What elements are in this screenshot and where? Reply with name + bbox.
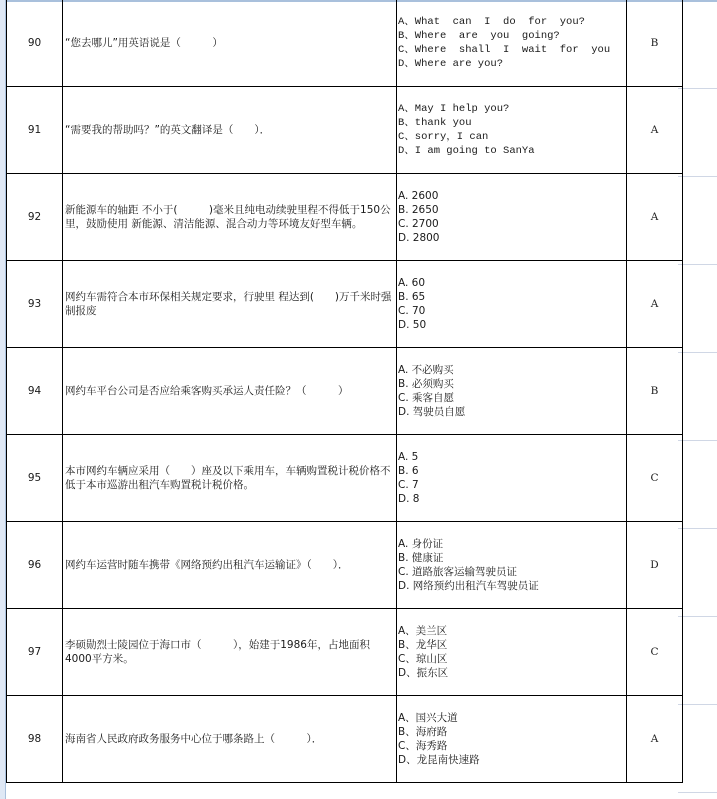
option-b: B. 必须购买 — [398, 378, 454, 390]
option-d: D. 网络预约出租汽车驾驶员证 — [398, 580, 539, 592]
option-c: C、海秀路 — [398, 740, 448, 752]
answer-value: A — [650, 124, 659, 136]
question-number-cell[interactable] — [7, 174, 63, 261]
option-c: C. 70 — [398, 305, 426, 317]
question-text: 海南省人民政府政务服务中心位于哪条路上（ ）． — [65, 733, 323, 745]
answer-cell[interactable] — [627, 609, 683, 696]
answer-value: C — [650, 472, 659, 484]
question-number: 95 — [27, 472, 42, 484]
option-d: D、振东区 — [398, 667, 449, 679]
gridline — [678, 792, 717, 793]
table-row — [7, 522, 683, 609]
option-a: A. 5 — [398, 451, 419, 463]
question-number: 96 — [27, 559, 42, 571]
answer-value: B — [650, 385, 659, 397]
answer-value: A — [650, 211, 659, 223]
option-d: D. 8 — [398, 493, 420, 505]
question-number-cell[interactable] — [7, 522, 63, 609]
question-text: “需要我的帮助吗？”的英文翻译是（ ）． — [65, 124, 271, 136]
question-number: 98 — [27, 733, 42, 745]
question-table — [6, 0, 683, 783]
option-a: A. 60 — [398, 277, 426, 289]
question-number-cell[interactable] — [7, 0, 63, 87]
question-text: 网约车需符合本市环保相关规定要求，行驶里 程达到( )万千米时强制报废 — [65, 291, 392, 317]
question-text-cell[interactable] — [63, 174, 397, 261]
option-c: C、sorry，I can — [398, 131, 489, 143]
option-a: A. 2600 — [398, 190, 439, 202]
option-c: C. 7 — [398, 479, 419, 491]
option-a: A、美兰区 — [398, 625, 448, 637]
option-c: C. 乘客自愿 — [398, 392, 455, 404]
question-number: 92 — [27, 211, 42, 223]
options-cell[interactable] — [397, 174, 627, 261]
option-b: B. 健康证 — [398, 552, 444, 564]
gridline — [678, 264, 717, 265]
option-d: D、龙昆南快速路 — [398, 754, 480, 766]
options-cell[interactable] — [397, 0, 627, 87]
question-text: 本市网约车辆应采用（ ）座及以下乘用车，车辆购置税计税价格不低于本市巡游出租汽车购置税计税价格。 — [65, 465, 391, 491]
option-c: C、Where shall I wait for you — [398, 44, 611, 56]
question-number: 91 — [27, 124, 42, 136]
option-a: A. 不必购买 — [398, 364, 454, 376]
answer-value: A — [650, 298, 659, 310]
answer-cell[interactable] — [627, 696, 683, 783]
option-d: D. 2800 — [398, 232, 440, 244]
table-row — [7, 174, 683, 261]
question-number: 97 — [27, 646, 42, 658]
option-a: A、May I help you? — [398, 103, 510, 115]
option-b: B. 2650 — [398, 204, 439, 216]
option-d: D. 50 — [398, 319, 427, 331]
options-cell[interactable] — [397, 348, 627, 435]
answer-value: C — [650, 646, 659, 658]
option-b: B. 6 — [398, 465, 419, 477]
option-b: B、海府路 — [398, 726, 448, 738]
answer-value: D — [650, 559, 659, 571]
table-row — [7, 435, 683, 522]
options-cell[interactable] — [397, 435, 627, 522]
options-cell[interactable] — [397, 522, 627, 609]
option-b: B、龙华区 — [398, 639, 448, 651]
option-a: A、国兴大道 — [398, 712, 458, 724]
question-text-cell[interactable] — [63, 435, 397, 522]
question-text-cell[interactable] — [63, 0, 397, 87]
option-a: A、What can I do for you? — [398, 16, 585, 28]
question-text: 网约车平台公司是否应给乘客购买承运人责任险？（ ） — [65, 385, 349, 397]
table-row — [7, 609, 683, 696]
option-c: C、琼山区 — [398, 653, 448, 665]
option-b: B、Where are you going? — [398, 30, 560, 42]
answer-cell[interactable] — [627, 348, 683, 435]
option-d: D. 驾驶员自愿 — [398, 406, 466, 418]
answer-cell[interactable] — [627, 174, 683, 261]
question-text-cell[interactable] — [63, 348, 397, 435]
gridline — [678, 440, 717, 441]
question-number-cell[interactable] — [7, 261, 63, 348]
question-number-cell[interactable] — [7, 435, 63, 522]
gridline — [678, 88, 717, 89]
options-cell[interactable] — [397, 609, 627, 696]
table-row — [7, 696, 683, 783]
question-number-cell[interactable] — [7, 609, 63, 696]
gridline — [678, 352, 717, 353]
option-c: C. 2700 — [398, 218, 439, 230]
question-text: “您去哪儿”用英语说是（ ） — [65, 37, 223, 49]
question-text-cell[interactable] — [63, 609, 397, 696]
table-row — [7, 87, 683, 174]
question-text-cell[interactable] — [63, 522, 397, 609]
question-text-cell[interactable] — [63, 696, 397, 783]
answer-cell[interactable] — [627, 0, 683, 87]
option-b: B. 65 — [398, 291, 426, 303]
option-a: A. 身份证 — [398, 538, 444, 550]
question-text: 李硕勋烈士陵园位于海口市（ ），始建于1986年，占地面积4000平方米。 — [65, 639, 370, 665]
option-c: C. 道路旅客运输驾驶员证 — [398, 566, 518, 578]
gridline — [678, 704, 717, 705]
question-text-cell[interactable] — [63, 87, 397, 174]
table-row — [7, 261, 683, 348]
question-number: 90 — [27, 37, 42, 49]
options-cell[interactable] — [397, 261, 627, 348]
answer-cell[interactable] — [627, 522, 683, 609]
question-number: 93 — [27, 298, 42, 310]
question-text: 新能源车的轴距 不小于( )毫米且纯电动续驶里程不得低于150公里，鼓励使用 新能源、清洁能源、混合动力等环境友好型车辆。 — [65, 204, 391, 230]
answer-cell[interactable] — [627, 261, 683, 348]
option-d: D、Where are you? — [398, 58, 504, 70]
gridline — [678, 616, 717, 617]
gridline — [678, 528, 717, 529]
question-text: 网约车运营时随车携带《网络预约出租汽车运输证》（ ）． — [65, 559, 349, 571]
option-d: D、I am going to SanYa — [398, 145, 535, 157]
options-cell[interactable] — [397, 696, 627, 783]
table-row — [7, 0, 683, 87]
answer-value: A — [650, 733, 659, 745]
question-number-cell[interactable] — [7, 348, 63, 435]
answer-cell[interactable] — [627, 87, 683, 174]
question-text-cell[interactable] — [63, 261, 397, 348]
question-number-cell[interactable] — [7, 696, 63, 783]
option-b: B、thank you — [398, 117, 472, 129]
question-number-cell[interactable] — [7, 87, 63, 174]
answer-cell[interactable] — [627, 435, 683, 522]
options-cell[interactable] — [397, 87, 627, 174]
gridline — [678, 176, 717, 177]
table-row — [7, 348, 683, 435]
question-number: 94 — [27, 385, 42, 397]
answer-value: B — [650, 37, 659, 49]
